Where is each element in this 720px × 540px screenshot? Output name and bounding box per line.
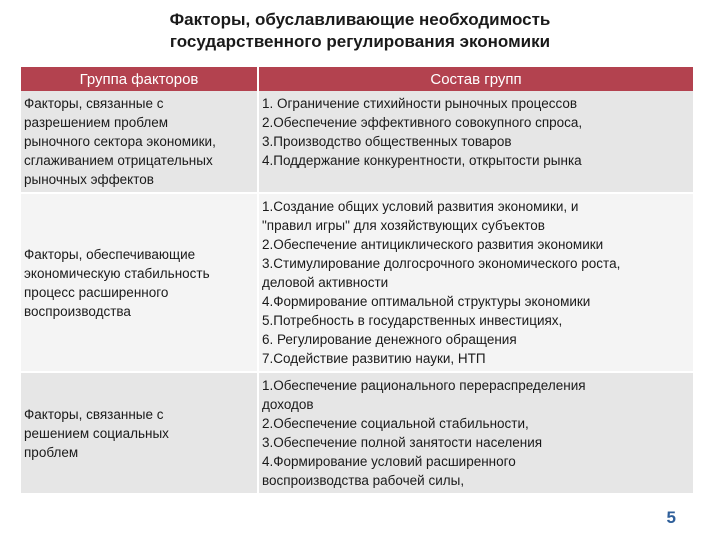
factors-table: [21, 67, 693, 495]
factor-line: разрешением проблем: [24, 115, 169, 130]
composition-item: 2.Обеспечение социальной стабильности,: [262, 416, 529, 431]
factor-line: Факторы, обеспечивающие: [24, 246, 196, 262]
composition-item: доходов: [262, 397, 314, 412]
factor-group-cell: [21, 193, 258, 372]
page-number: 5: [666, 508, 676, 527]
table-row: [21, 372, 693, 494]
table-header-row: [21, 67, 693, 91]
factor-line: воспроизводства: [24, 303, 131, 319]
factor-group-cell: [21, 372, 258, 494]
composition-item: 2.Обеспечение антициклического развития экономики: [262, 237, 604, 252]
group-composition-cell: [258, 193, 693, 372]
composition-item: 7.Содействие развитию науки, НТП: [262, 351, 486, 366]
column-header-group-composition: Состав групп: [258, 67, 693, 91]
factor-group-cell: [21, 91, 258, 193]
composition-item: воспроизводства рабочей силы,: [262, 473, 465, 488]
composition-item: деловой активности: [262, 275, 389, 290]
table-body: [21, 91, 693, 494]
table-row: [21, 91, 693, 193]
factor-line: решением социальных: [24, 425, 169, 441]
composition-item: 5.Потребность в государственных инвестициях,: [262, 313, 563, 328]
composition-item: 4.Формирование оптимальной структуры экономики: [262, 294, 591, 309]
factor-line: процесс расширенного: [24, 284, 169, 300]
table-row: [21, 193, 693, 372]
factor-line: Факторы, связанные с: [24, 406, 164, 422]
group-composition-cell: [258, 372, 693, 494]
composition-item: 1. Ограничение стихийности рыночных процессов: [262, 96, 578, 111]
composition-item: 3.Стимулирование долгосрочного экономического роста,: [262, 256, 621, 271]
factor-line: сглаживанием отрицательных: [24, 153, 213, 168]
composition-item: 6. Регулирование денежного обращения: [262, 332, 517, 347]
composition-item: 1.Создание общих условий развития экономики, и: [262, 199, 579, 214]
composition-item: 3.Обеспечение полной занятости населения: [262, 435, 543, 450]
factor-line: проблем: [24, 444, 79, 460]
column-header-factor-group: Группа факторов: [21, 67, 258, 91]
factor-line: рыночного сектора экономики,: [24, 134, 216, 149]
factor-line: Факторы, связанные с: [24, 96, 164, 111]
composition-item: 1.Обеспечение рационального перераспределения: [262, 378, 586, 393]
composition-item: 4.Формирование условий расширенного: [262, 454, 516, 469]
factor-line: рыночных эффектов: [24, 172, 154, 187]
title-line-1: Факторы, обуславливающие необходимость: [169, 10, 551, 29]
group-composition-cell: [258, 91, 693, 193]
page-title: [0, 9, 720, 53]
composition-item: 2.Обеспечение эффективного совокупного спроса,: [262, 115, 583, 130]
composition-item: 3.Производство общественных товаров: [262, 134, 512, 149]
composition-item: "правил игры" для хозяйствующих субъектов: [262, 218, 545, 233]
composition-item: 4.Поддержание конкурентности, открытости рынка: [262, 153, 582, 168]
factor-line: экономическую стабильность: [24, 265, 210, 281]
title-line-2: государственного регулирования экономики: [169, 32, 551, 51]
table-header: [21, 67, 693, 91]
